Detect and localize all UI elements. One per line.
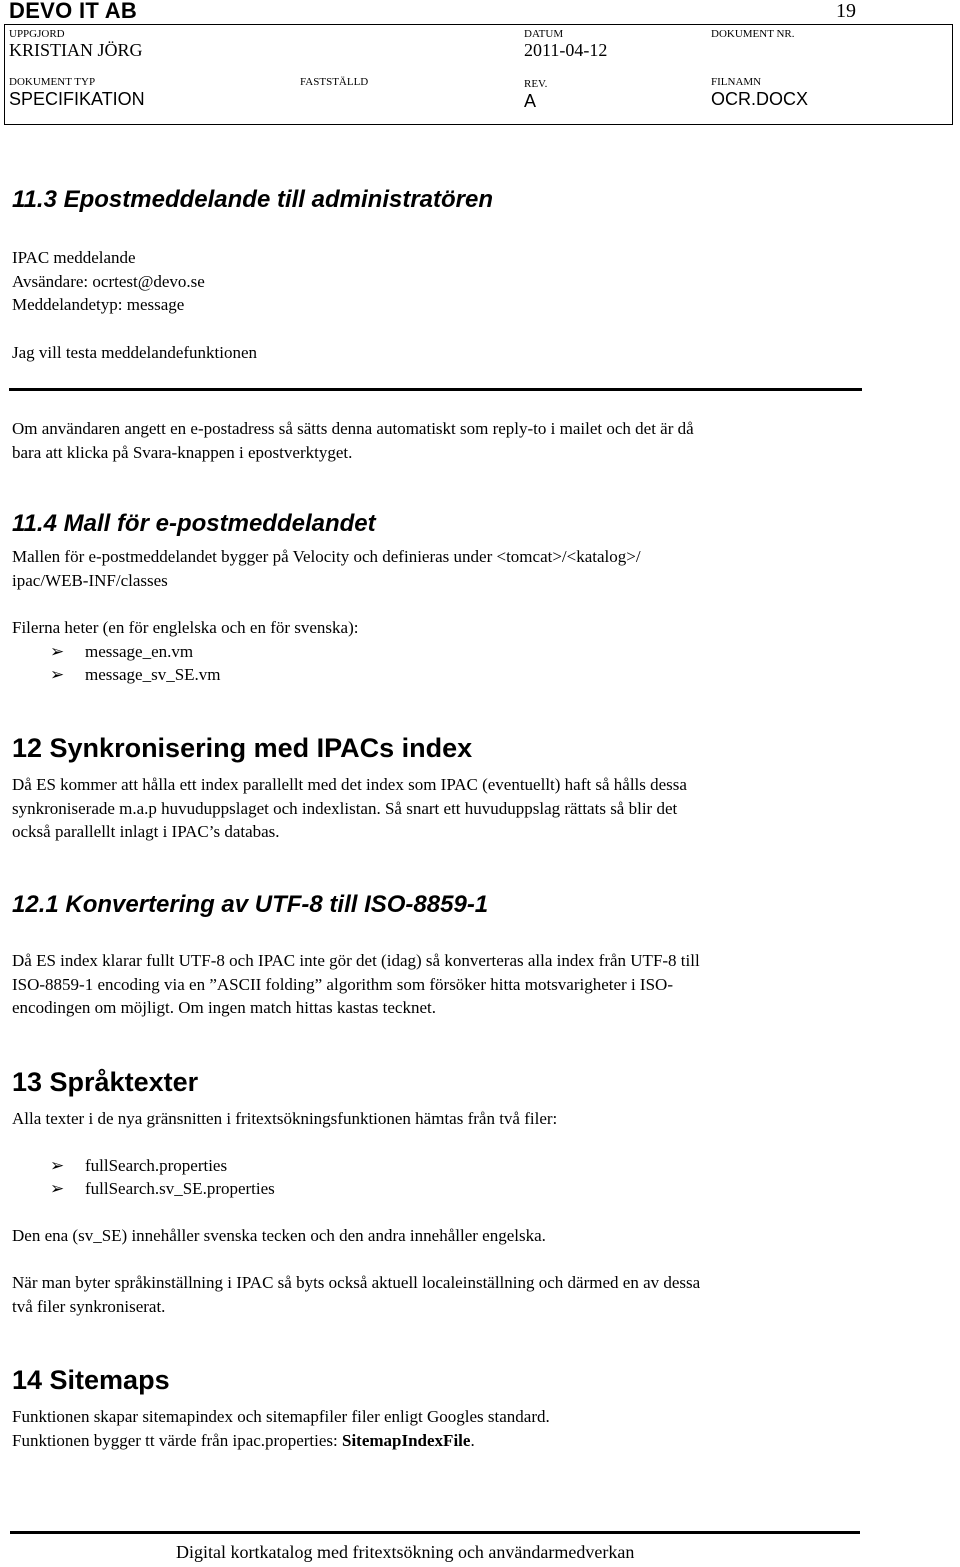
list-item: fullSearch.sv_SE.properties xyxy=(85,1179,275,1198)
paragraph-line: ipac/WEB-INF/classes xyxy=(12,571,168,590)
paragraph-line: Då ES index klarar fullt UTF-8 och IPAC inte gör det (idag) så konverteras alla index från UTF-8 till xyxy=(12,951,700,970)
footer-rule xyxy=(10,1531,860,1534)
filnamn-value: OCR.DOCX xyxy=(711,89,809,109)
document-header-table xyxy=(4,24,953,125)
note-line: bara att klicka på Svara-knappen i epostverktyget. xyxy=(12,443,353,462)
message-line: Jag vill testa meddelandefunktionen xyxy=(12,343,258,362)
uppgjord-label: UPPGJORD xyxy=(9,28,65,40)
rev-label: REV. xyxy=(524,78,548,90)
arrow-bullet-icon: ➢ xyxy=(50,1156,65,1175)
dokument-typ-label: DOKUMENT TYP xyxy=(9,76,96,88)
footer-text: Digital kortkatalog med fritextsökning och användarmedverkan xyxy=(176,1542,635,1562)
arrow-bullet-icon: ➢ xyxy=(50,642,65,661)
heading-14: 14 Sitemaps xyxy=(12,1365,170,1395)
paragraph-line: encodingen om möjligt. Om ingen match hittas kastas tecknet. xyxy=(12,998,436,1017)
heading-12-1: 12.1 Konvertering av UTF-8 till ISO-8859-1 xyxy=(12,891,489,918)
heading-13: 13 Språktexter xyxy=(12,1067,199,1097)
arrow-bullet-icon: ➢ xyxy=(50,665,65,684)
faststalld-label: FASTSTÄLLD xyxy=(300,76,369,88)
paragraph-line: Funktionen skapar sitemapindex och sitemapfiler filer enligt Googles standard. xyxy=(12,1407,550,1426)
paragraph-line: Den ena (sv_SE) innehåller svenska tecken och den andra innehåller engelska. xyxy=(12,1226,546,1245)
paragraph-line: Då ES kommer att hålla ett index parallellt med det index som IPAC (eventuellt) haft så hålls dessa xyxy=(12,775,687,794)
dokument-nr-label: DOKUMENT NR. xyxy=(711,28,795,40)
line-suffix: . xyxy=(470,1431,475,1450)
paragraph-line: ISO-8859-1 encoding via en ”ASCII folding” algorithm som försöker hitta motsvarigheter i ISO- xyxy=(12,975,673,994)
dokument-typ-value: SPECIFIKATION xyxy=(9,89,145,109)
paragraph-line: två filer synkroniserat. xyxy=(12,1297,166,1316)
company-name: DEVO IT AB xyxy=(9,0,138,23)
list-item: message_en.vm xyxy=(85,642,194,661)
sitemap-property-name: SitemapIndexFile xyxy=(341,1431,471,1450)
datum-value: 2011-04-12 xyxy=(524,40,608,60)
list-item: fullSearch.properties xyxy=(85,1156,228,1175)
datum-label: DATUM xyxy=(524,28,564,40)
heading-12: 12 Synkronisering med IPACs index xyxy=(12,733,473,763)
page-number: 19 xyxy=(836,0,856,22)
rev-value: A xyxy=(524,91,537,111)
arrow-bullet-icon: ➢ xyxy=(50,1179,65,1198)
heading-11-3: 11.3 Epostmeddelande till administratören xyxy=(12,186,494,213)
heading-11-4: 11.4 Mall för e-postmeddelandet xyxy=(12,510,376,537)
line-prefix: Funktionen bygger tt värde från ipac.properties: xyxy=(12,1431,342,1450)
paragraph-line: Filerna heter (en för englelska och en för svenska): xyxy=(12,618,359,637)
paragraph-line: Mallen för e-postmeddelandet bygger på Velocity och definieras under <tomcat>/<katalog>/ xyxy=(12,547,641,566)
paragraph-line: synkroniserade m.a.p huvuduppslaget och indexlistan. Så snart ett huvuduppslag rättats så blir det xyxy=(12,799,678,818)
list-item: message_sv_SE.vm xyxy=(85,665,221,684)
paragraph-line: också parallellt inlagt i IPAC’s databas. xyxy=(12,822,280,841)
filnamn-label: FILNAMN xyxy=(711,76,762,88)
paragraph-line xyxy=(12,1429,475,1453)
message-line: Avsändare: ocrtest@devo.se xyxy=(12,272,205,291)
message-line: Meddelandetyp: message xyxy=(12,295,185,314)
horizontal-rule xyxy=(9,388,862,391)
paragraph-line: Alla texter i de nya gränsnitten i fritextsökningsfunktionen hämtas från två filer: xyxy=(12,1109,558,1128)
note-line: Om användaren angett en e-postadress så sätts denna automatiskt som reply-to i mailet och det är då xyxy=(12,419,694,438)
paragraph-line: När man byter språkinställning i IPAC så byts också aktuell localeinställning och därmed en av dessa xyxy=(12,1273,701,1292)
uppgjord-value: KRISTIAN JÖRG xyxy=(9,40,143,60)
message-line: IPAC meddelande xyxy=(12,248,136,267)
